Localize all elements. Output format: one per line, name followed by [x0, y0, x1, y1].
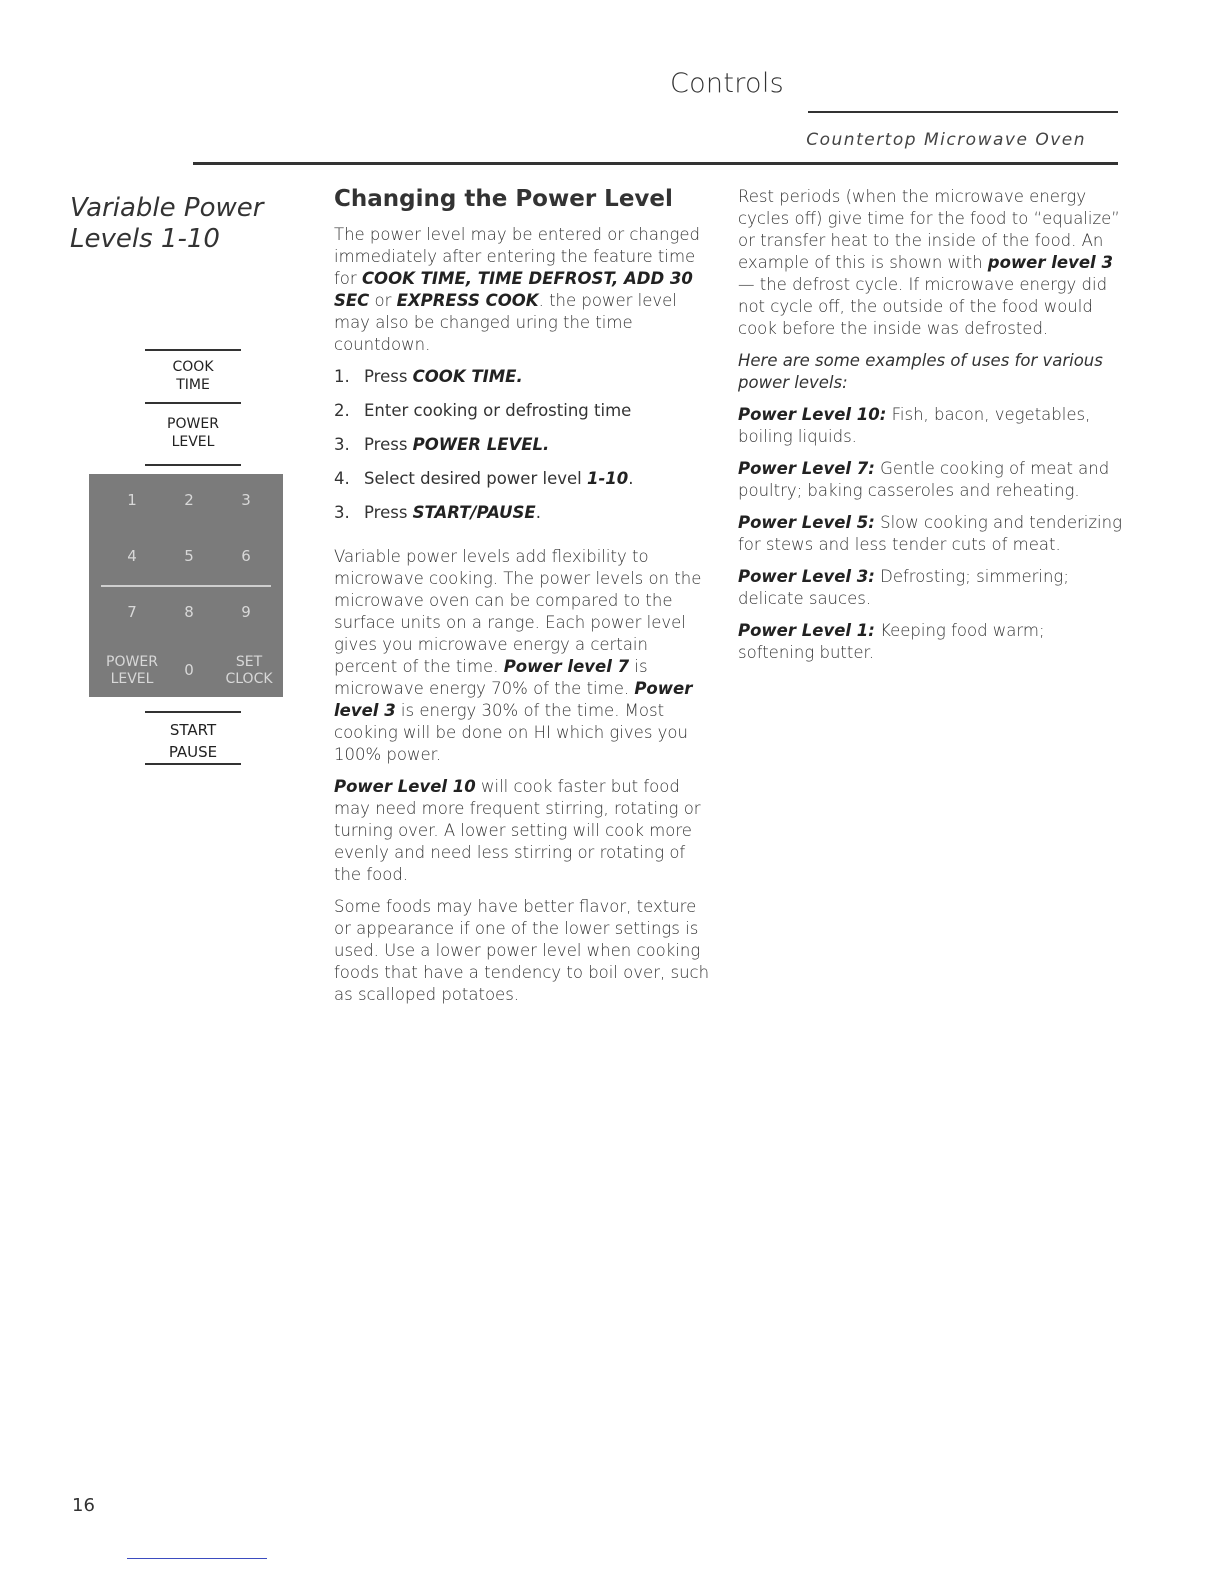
page-subtitle: Countertop Microwave Oven [806, 130, 1086, 150]
intro-paragraph: The power level may be entered or changed immediately after entering the feature time for COOK TIME, TIME DEFROST, ADD 30 SEC or EXPRESS COOK. the power level may also be changed uring the time countdown. [334, 225, 700, 354]
steps-list [334, 366, 716, 524]
section-title-line-1: Variable Power [70, 193, 264, 223]
power-levels-paragraph: Variable power levels add flexibility to microwave cooking. The power levels on the microwave oven can be compared to the surface units on a range. Each power level gives you microwave energy a certain percent of the time. Power level 7 is microwave energy 70% of the time. Power level 3 is energy 30% of the time. Most cooking will be done on HI which gives you 100% power. [334, 547, 702, 764]
key-rule [145, 711, 241, 713]
example-item: Power Level 1: Keeping food warm; softening butter. [738, 621, 1045, 662]
header-divider [193, 162, 1118, 165]
example-item: Power Level 10: Fish, bacon, vegetables, boiling liquids. [738, 405, 1091, 446]
main-column [334, 186, 716, 1016]
lower-settings-paragraph: Some foods may have better flavor, texture or appearance if one of the lower settings is used. Use a lower power level when cooking foods that have a tendency to boil over, such as scalloped potatoes. [334, 897, 710, 1004]
step-item: 1. Press COOK TIME. [334, 367, 523, 386]
keypad-key-3: 3 [241, 491, 251, 509]
cook-time-key: COOK TIME [172, 359, 214, 393]
step-item: 4. Select desired power level 1-10. [334, 469, 634, 488]
page-title: Controls [669, 68, 785, 99]
examples-intro: Here are some examples of uses for various power levels: [738, 351, 1103, 392]
start-pause-key: START PAUSE [168, 721, 218, 761]
section-title [70, 193, 310, 255]
section-heading: Changing the Power Level [334, 186, 673, 212]
example-item: Power Level 5: Slow cooking and tenderizing for stews and less tender cuts of meat. [738, 513, 1122, 554]
keypad-key-4: 4 [127, 547, 137, 565]
right-column [738, 186, 1123, 674]
keypad-separator [101, 585, 271, 587]
keypad-key-power-level: POWER LEVEL [106, 654, 158, 687]
keypad-key-1: 1 [127, 491, 137, 509]
header-rule [808, 111, 1118, 113]
power-level-10-paragraph: Power Level 10 will cook faster but food may need more frequent stirring, rotating or turning over. A lower setting will cook more evenly and need less stirring or rotating of the food. [334, 777, 701, 884]
key-rule [145, 464, 241, 466]
key-rule [145, 402, 241, 404]
example-item: Power Level 7: Gentle cooking of meat and poultry; baking casseroles and reheating. [738, 459, 1110, 500]
keypad-key-7: 7 [127, 603, 137, 621]
section-title-line-2: Levels 1-10 [70, 224, 220, 254]
page-number: 16 [72, 1495, 95, 1516]
keypad-key-5: 5 [184, 547, 194, 565]
keypad-key-2: 2 [184, 491, 194, 509]
keypad-key-6: 6 [241, 547, 251, 565]
keypad-illustration [89, 474, 283, 697]
key-rule [145, 349, 241, 351]
keypad-key-8: 8 [184, 603, 194, 621]
example-item: Power Level 3: Defrosting; simmering; delicate sauces. [738, 567, 1069, 608]
rest-periods-paragraph: Rest periods (when the microwave energy cycles off) give time for the food to “equalize” or transfer heat to the inside of the food. An example of this is shown with power level 3— the defrost cycle. If microwave energy did not cycle off, the outside of the food would cook before the inside was defrosted. [738, 187, 1120, 338]
keypad-key-9: 9 [241, 603, 251, 621]
step-item: 3. Press POWER LEVEL. [334, 435, 550, 454]
step-item: 3. Press START/PAUSE. [334, 503, 541, 522]
footer-link-rule[interactable] [127, 1558, 267, 1559]
keypad-key-set-clock: SET CLOCK [225, 654, 273, 687]
keypad-key-0: 0 [184, 661, 194, 679]
step-item: 2. Enter cooking or defrosting time [334, 401, 632, 420]
power-level-key: POWER LEVEL [167, 416, 219, 450]
key-rule [145, 763, 241, 765]
